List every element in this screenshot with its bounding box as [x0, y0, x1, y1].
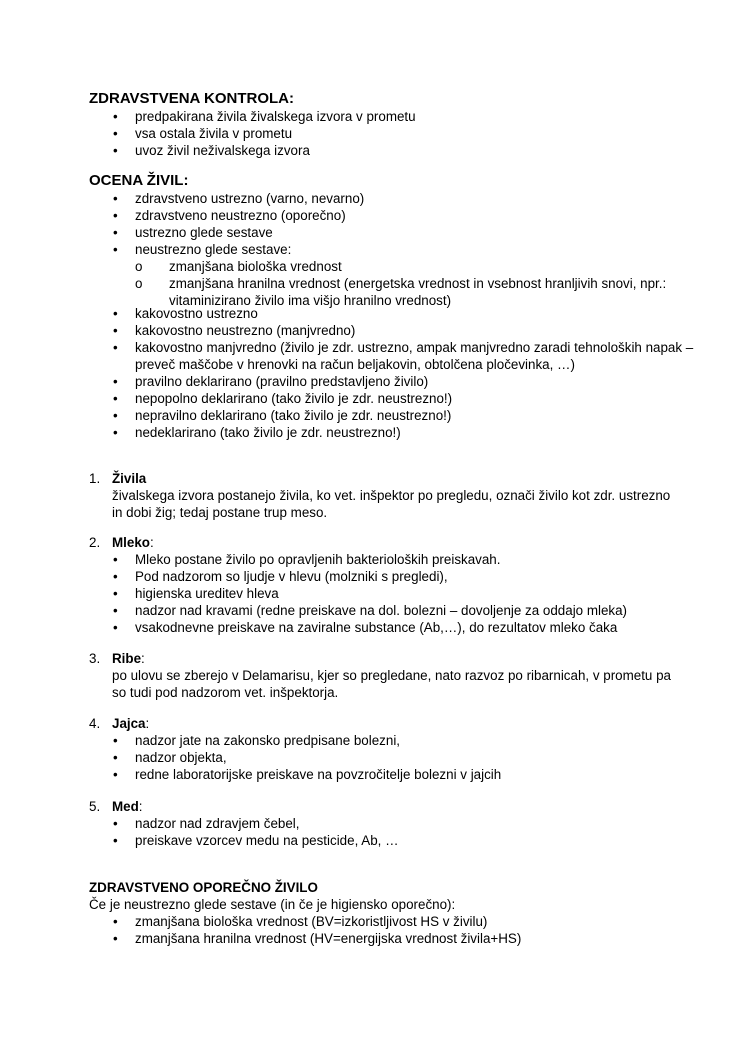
section-number: 5.	[89, 799, 101, 814]
list-item: • predpakirana živila živalskega izvora v prometu	[135, 108, 695, 125]
section-number: 2.	[89, 535, 101, 550]
mleko-list	[135, 551, 695, 636]
list-item: • nepravilno deklarirano (tako živilo je zdr. neustrezno!)	[135, 407, 695, 424]
section-colon: :	[141, 651, 145, 666]
section-text: živalskega izvora postanejo živila, ko vet. inšpektor po pregledu, označi živilo kot zdr. ustrezno in dobi žig; tedaj postane trup meso.	[112, 488, 671, 520]
sub-list-item: o zmanjšana hranilna vrednost (energetska vrednost in vsebnost hranljivih snovi, npr.: vitaminizirano živilo ima višjo hranilno vrednost)	[169, 275, 689, 309]
list-item: • nepopolno deklarirano (tako živilo je zdr. neustrezno!)	[135, 390, 695, 407]
list-item: • zdravstveno ustrezno (varno, nevarno)	[135, 190, 695, 207]
list-item: • nadzor nad kravami (redne preiskave na dol. bolezni – dovoljenje za oddajo mleka)	[135, 602, 695, 619]
list-item: • nadzor nad zdravjem čebel,	[135, 815, 695, 832]
list-item: • uvoz živil neživalskega izvora	[135, 142, 695, 159]
ocena-list-b	[135, 305, 695, 441]
section-number: 4.	[89, 716, 101, 731]
heading-zdravstvena-kontrola: ZDRAVSTVENA KONTROLA:	[89, 90, 294, 107]
section-title: Jajca	[112, 716, 146, 731]
list-item: • vsa ostala živila v prometu	[135, 125, 695, 142]
med-list	[135, 815, 695, 849]
list-item: • Mleko postane živilo po opravljenih bakterioloških preiskavah.	[135, 551, 695, 568]
section-colon: :	[138, 799, 143, 814]
section-title: Živila	[112, 471, 147, 486]
list-item: • vsakodnevne preiskave na zaviralne substance (Ab,…), do rezultatov mleko čaka	[135, 619, 695, 636]
section-mleko	[112, 534, 672, 551]
list-item: • higienska ureditev hleva	[135, 585, 695, 602]
section-text: po ulovu se zberejo v Delamarisu, kjer so pregledane, nato razvoz po ribarnicah, v prometu pa so tudi pod nadzorom vet. inšpektorja.	[112, 668, 671, 700]
oporecno-intro: Če je neustrezno glede sestave (in če je higiensko oporečno):	[89, 897, 456, 912]
list-item: • preiskave vzorcev medu na pesticide, Ab, …	[135, 832, 695, 849]
list-item: • nadzor jate na zakonsko predpisane bolezni,	[135, 732, 695, 749]
section-number: 3.	[89, 651, 101, 666]
section-title: Ribe	[112, 651, 142, 666]
kontrola-list	[135, 108, 695, 159]
section-ribe	[112, 650, 672, 701]
sub-list-item: o zmanjšana biološka vrednost	[169, 258, 689, 275]
list-item: • pravilno deklarirano (pravilno predstavljeno živilo)	[135, 373, 695, 390]
section-colon: :	[145, 716, 150, 731]
section-colon: :	[149, 535, 154, 550]
section-jajca	[112, 715, 672, 732]
section-med	[112, 798, 672, 815]
list-item: • kakovostno manjvredno (živilo je zdr. ustrezno, ampak manjvredno zaradi tehnoloških napak – preveč maščobe v hrenovki na račun beljakovin, obtolčena pločevinka, …)	[135, 339, 695, 373]
list-item: • kakovostno ustrezno	[135, 305, 695, 322]
list-item: • zmanjšana hranilna vrednost (HV=energijska vrednost živila+HS)	[135, 930, 695, 947]
list-item: • zmanjšana biološka vrednost (BV=izkoristljivost HS v živilu)	[135, 913, 695, 930]
oporecno-list	[135, 913, 695, 947]
section-number: 1.	[89, 471, 101, 486]
list-item: • zdravstveno neustrezno (oporečno)	[135, 207, 695, 224]
list-item: • ustrezno glede sestave	[135, 224, 695, 241]
list-item: • neustrezno glede sestave:	[135, 241, 695, 258]
list-item: • redne laboratorijske preiskave na povzročitelje bolezni v jajcih	[135, 766, 695, 783]
list-item: • kakovostno neustrezno (manjvredno)	[135, 322, 695, 339]
section-title: Med	[112, 799, 139, 814]
section-zivila	[112, 470, 672, 521]
list-item: • nadzor objekta,	[135, 749, 695, 766]
heading-zdravstveno-oporecno: ZDRAVSTVENO OPOREČNO ŽIVILO	[89, 880, 318, 895]
ocena-list-a	[135, 190, 695, 258]
jajca-list	[135, 732, 695, 783]
list-item: • nedeklarirano (tako živilo je zdr. neustrezno!)	[135, 424, 695, 441]
list-item: • Pod nadzorom so ljudje v hlevu (molzniki s pregledi),	[135, 568, 695, 585]
ocena-sublist	[169, 258, 689, 309]
section-title: Mleko	[112, 535, 150, 550]
heading-ocena-zivil: OCENA ŽIVIL:	[89, 172, 189, 189]
